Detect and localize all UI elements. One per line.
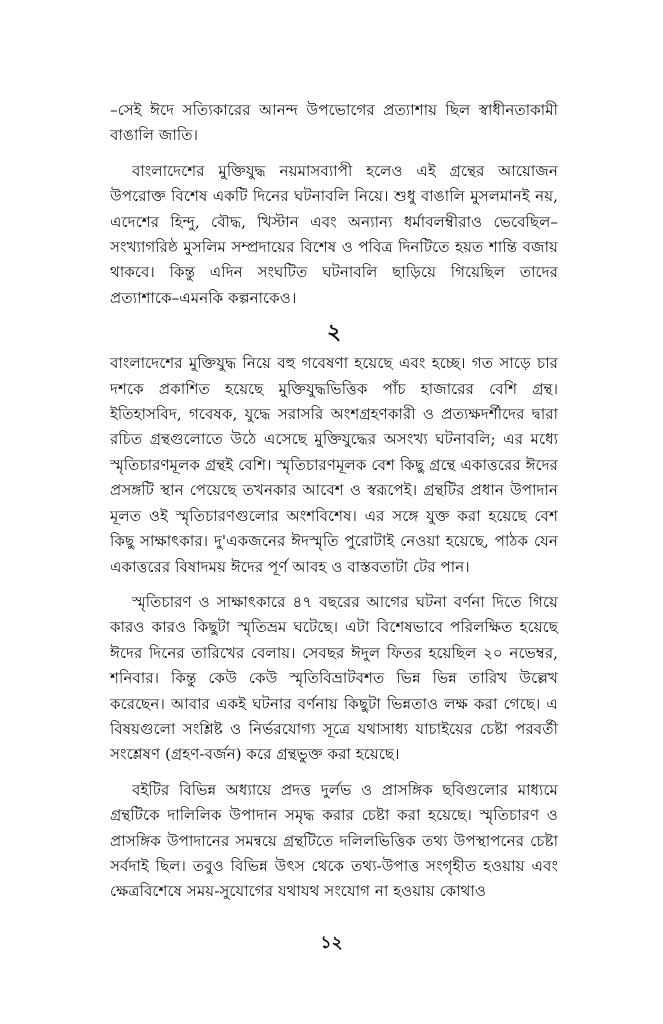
- page-body: [110, 98, 558, 905]
- paragraph-1: –সেই ঈদে সত্যিকারের আনন্দ উপভোগের প্রত্যাশায় ছিল স্বাধীনতাকামী বাঙালি জাতি।: [110, 101, 558, 145]
- paragraph-2: বাংলাদেশের মুক্তিযুদ্ধ নয়মাসব্যাপী হলেও এই গ্রন্থের আয়োজন উপরোক্ত বিশেষ একটি দিনের ঘটনাবলি নিয়ে। শুধু বাঙালি মুসলমানই নয়, এদেশের হিন্দু, বৌদ্ধ, খিস্টান এবং অন্যান্য ধর্মাবলম্বীরাও ভেবেছিল–সংখ্যাগরিষ্ঠ মুসলিম সম্প্রদায়ের বিশেষ ও পবিত্র দিনটিতে হয়ত শান্তি বজায় থাকবে। কিন্তু এদিন সংঘটিত ঘটনাবলি ছাড়িয়ে গিয়েছিল তাদের প্রত্যাশাকে–এমনকি কল্পনাকেও।: [110, 161, 558, 307]
- page-number: ১২: [320, 933, 343, 953]
- paragraph-4: স্মৃতিচারণ ও সাক্ষাৎকারে ৪৭ বছরের আগের ঘটনা বর্ণনা দিতে গিয়ে কারও কারও কিছুটা স্মৃতিভ্রম ঘটেছে। এটা বিশেষভাবে পরিলক্ষিত হয়েছে ঈদের দিনের তারিখের বেলায়। সেবছর ঈদুল ফিতর হয়েছিল ২০ নভেম্বর, শনিবার। কিন্তু কেউ কেউ স্মৃতিবিভ্রাটবশত ভিন্ন ভিন্ন তারিখ উল্লেখ করেছেন। আবার একই ঘটনার বর্ণনায় কিছুটা ভিন্নতাও লক্ষ করা গেছে। এ বিষয়গুলো সংশ্লিষ্ট ও নির্ভরযোগ্য সূত্রে যথাসাধ্য যাচাইয়ের চেষ্টা পরবর্তী সংশ্লেষণ (গ্রহণ-বর্জন) করে গ্রন্থভুক্ত করা হয়েছে।: [110, 592, 558, 764]
- paragraph-5: বইটির বিভিন্ন অধ্যায়ে প্রদত্ত দুর্লভ ও প্রাসঙ্গিক ছবিগুলোর মাধ্যমে গ্রন্থটিকে দালিলিক উপাদান সমৃদ্ধ করার চেষ্টা করা হয়েছে। স্মৃতিচারণ ও প্রাসঙ্গিক উপাদানের সমন্বয়ে গ্রন্থটিতে দলিলভিত্তিক তথ্য উপস্থাপনের চেষ্টা সর্বদাই ছিল। তবুও বিভিন্ন উৎস থেকে তথ্য-উপাত্ত সংগৃহীত হওয়ায় এবং ক্ষেত্রবিশেষে সময়-সুযোগের যথাযথ সংযোগ না হওয়ায় কোথাও: [110, 780, 558, 901]
- paragraph-3: বাংলাদেশের মুক্তিযুদ্ধ নিয়ে বহু গবেষণা হয়েছে এবং হচ্ছে। গত সাড়ে চার দশকে প্রকাশিত হয়েছে মুক্তিযুদ্ধভিত্তিক পাঁচ হাজারের বেশি গ্রন্থ। ইতিহাসবিদ, গবেষক, যুদ্ধে সরাসরি অংশগ্রহণকারী ও প্রত্যক্ষদর্শীদের দ্বারা রচিত গ্রন্থগুলোতে উঠে এসেছে মুক্তিযুদ্ধের অসংখ্য ঘটনাবলি; এর মধ্যে স্মৃতিচারণমূলক গ্রন্থই বেশি। স্মৃতিচারণমূলক বেশ কিছু গ্রন্থে একাত্তরের ঈদের প্রসঙ্গটি স্থান পেয়েছে তখনকার আবেশ ও স্বরূপেই। গ্রন্থটির প্রধান উপাদান মূলত ওই স্মৃতিচারণগুলোর অংশবিশেষ। এর সঙ্গে যুক্ত করা হয়েছে বেশ কিছু সাক্ষাৎকার। দু'একজনের ঈদস্মৃতি পুরোটাই নেওয়া হয়েছে, পাঠক যেন একাত্তরের বিষাদময় ঈদের পূর্ণ আবহ ও বাস্তবতাটা টের পান।: [110, 354, 558, 576]
- section-number: ২: [326, 319, 342, 346]
